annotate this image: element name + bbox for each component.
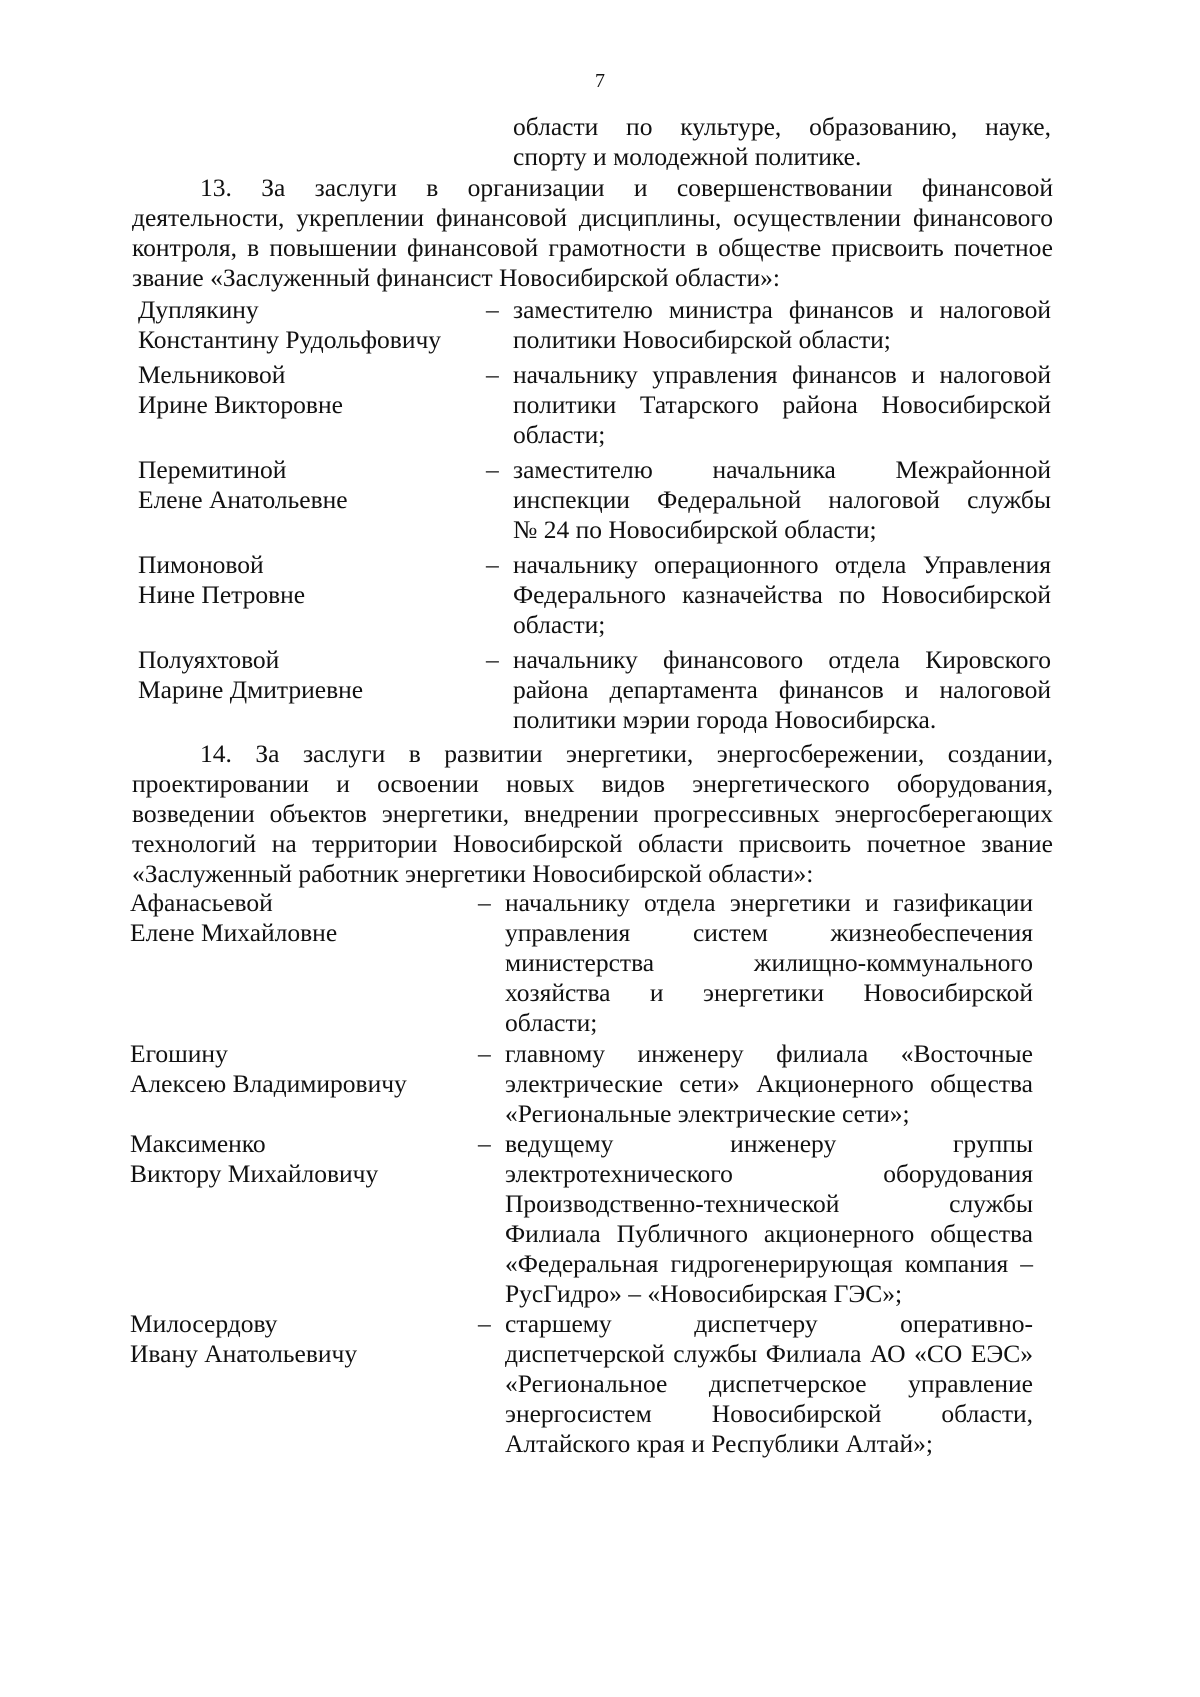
recipient-position: № 24 по Новосибирской области;	[513, 515, 877, 544]
dash-separator: –	[478, 1309, 491, 1338]
recipient-position: энергосистем Новосибирской области,	[505, 1399, 1033, 1428]
section14-intro-line: проектировании и освоении новых видов энергетического оборудования,	[132, 769, 1053, 798]
section14-intro-line: 14. За заслуги в развитии энергетики, энергосбережении, создании,	[200, 739, 1053, 768]
recipient-position: области;	[513, 420, 606, 449]
dash-separator: –	[486, 455, 499, 484]
recipient-position: «Региональное диспетчерское управление	[505, 1369, 1033, 1398]
recipient-position: РусГидро» – «Новосибирская ГЭС»;	[505, 1279, 903, 1308]
award-recipient-name: Афанасьевой	[130, 888, 273, 917]
recipient-position: Производственно-технической службы	[505, 1189, 1033, 1218]
recipient-position: инспекции Федеральной налоговой службы	[513, 485, 1051, 514]
section13-intro-line: деятельности, укреплении финансовой дисциплины, осуществлении финансового	[132, 203, 1053, 232]
dash-separator: –	[486, 645, 499, 674]
recipient-position: начальнику финансового отдела Кировского	[513, 645, 1051, 674]
recipient-position: Федерального казначейства по Новосибирской	[513, 580, 1051, 609]
recipient-position: политики мэрии города Новосибирска.	[513, 705, 937, 734]
award-recipient-name: Елене Михайловне	[130, 918, 338, 947]
section13-intro-line: контроля, в повышении финансовой грамотности в обществе присвоить почетное	[132, 233, 1053, 262]
dash-separator: –	[486, 550, 499, 579]
continuation-line: спорту и молодежной политике.	[513, 142, 862, 171]
recipient-position: министерства жилищно-коммунального	[505, 948, 1033, 977]
dash-separator: –	[486, 295, 499, 324]
recipient-position: главному инженеру филиала «Восточные	[505, 1039, 1033, 1068]
award-recipient-name: Мельниковой	[138, 360, 286, 389]
dash-separator: –	[478, 888, 491, 917]
award-recipient-name: Ивану Анатольевичу	[130, 1339, 358, 1368]
section14-intro-line: «Заслуженный работник энергетики Новосибирской области»:	[132, 859, 814, 888]
recipient-position: «Региональные электрические сети»;	[505, 1099, 910, 1128]
recipient-position: области;	[505, 1008, 598, 1037]
continuation-line: области по культуре, образованию, науке,	[513, 112, 1051, 141]
section14-intro-line: технологий на территории Новосибирской области присвоить почетное звание	[132, 829, 1053, 858]
recipient-position: управления систем жизнеобеспечения	[505, 918, 1033, 947]
recipient-position: начальнику управления финансов и налоговой	[513, 360, 1051, 389]
recipient-position: «Федеральная гидрогенерирующая компания –	[505, 1249, 1033, 1278]
recipient-position: начальнику операционного отдела Управления	[513, 550, 1051, 579]
recipient-position: электрические сети» Акционерного общества	[505, 1069, 1033, 1098]
page-number: 7	[595, 70, 605, 92]
award-recipient-name: Перемитиной	[138, 455, 287, 484]
award-recipient-name: Милосердову	[130, 1309, 278, 1338]
section14-intro-line: возведении объектов энергетики, внедрении прогрессивных энергосберегающих	[132, 799, 1053, 828]
section13-intro-line: звание «Заслуженный финансист Новосибирской области»:	[132, 263, 781, 292]
dash-separator: –	[478, 1039, 491, 1068]
recipient-position: диспетчерской службы Филиала АО «СО ЕЭС»	[505, 1339, 1033, 1368]
dash-separator: –	[478, 1129, 491, 1158]
recipient-position: района департамента финансов и налоговой	[513, 675, 1051, 704]
recipient-position: старшему диспетчеру оперативно-	[505, 1309, 1033, 1338]
recipient-position: политики Татарского района Новосибирской	[513, 390, 1051, 419]
award-recipient-name: Марине Дмитриевне	[138, 675, 364, 704]
recipient-position: хозяйства и энергетики Новосибирской	[505, 978, 1033, 1007]
recipient-position: Алтайского края и Республики Алтай»;	[505, 1429, 933, 1458]
award-recipient-name: Дуплякину	[138, 295, 259, 324]
recipient-position: заместителю министра финансов и налоговой	[513, 295, 1051, 324]
award-recipient-name: Ирине Викторовне	[138, 390, 343, 419]
award-recipient-name: Нине Петровне	[138, 580, 306, 609]
award-recipient-name: Елене Анатольевне	[138, 485, 348, 514]
dash-separator: –	[486, 360, 499, 389]
section13-intro-line: 13. За заслуги в организации и совершенствовании финансовой	[200, 173, 1053, 202]
award-recipient-name: Виктору Михайловичу	[130, 1159, 379, 1188]
recipient-position: начальнику отдела энергетики и газификации	[505, 888, 1033, 917]
award-recipient-name: Максименко	[130, 1129, 266, 1158]
award-recipient-name: Полуяхтовой	[138, 645, 280, 674]
recipient-position: электротехнического оборудования	[505, 1159, 1033, 1188]
recipient-position: политики Новосибирской области;	[513, 325, 891, 354]
award-recipient-name: Алексею Владимировичу	[130, 1069, 407, 1098]
award-recipient-name: Егошину	[130, 1039, 228, 1068]
recipient-position: ведущему инженеру группы	[505, 1129, 1033, 1158]
award-recipient-name: Пимоновой	[138, 550, 264, 579]
recipient-position: заместителю начальника Межрайонной	[513, 455, 1051, 484]
recipient-position: области;	[513, 610, 606, 639]
award-recipient-name: Константину Рудольфовичу	[138, 325, 442, 354]
recipient-position: Филиала Публичного акционерного общества	[505, 1219, 1033, 1248]
